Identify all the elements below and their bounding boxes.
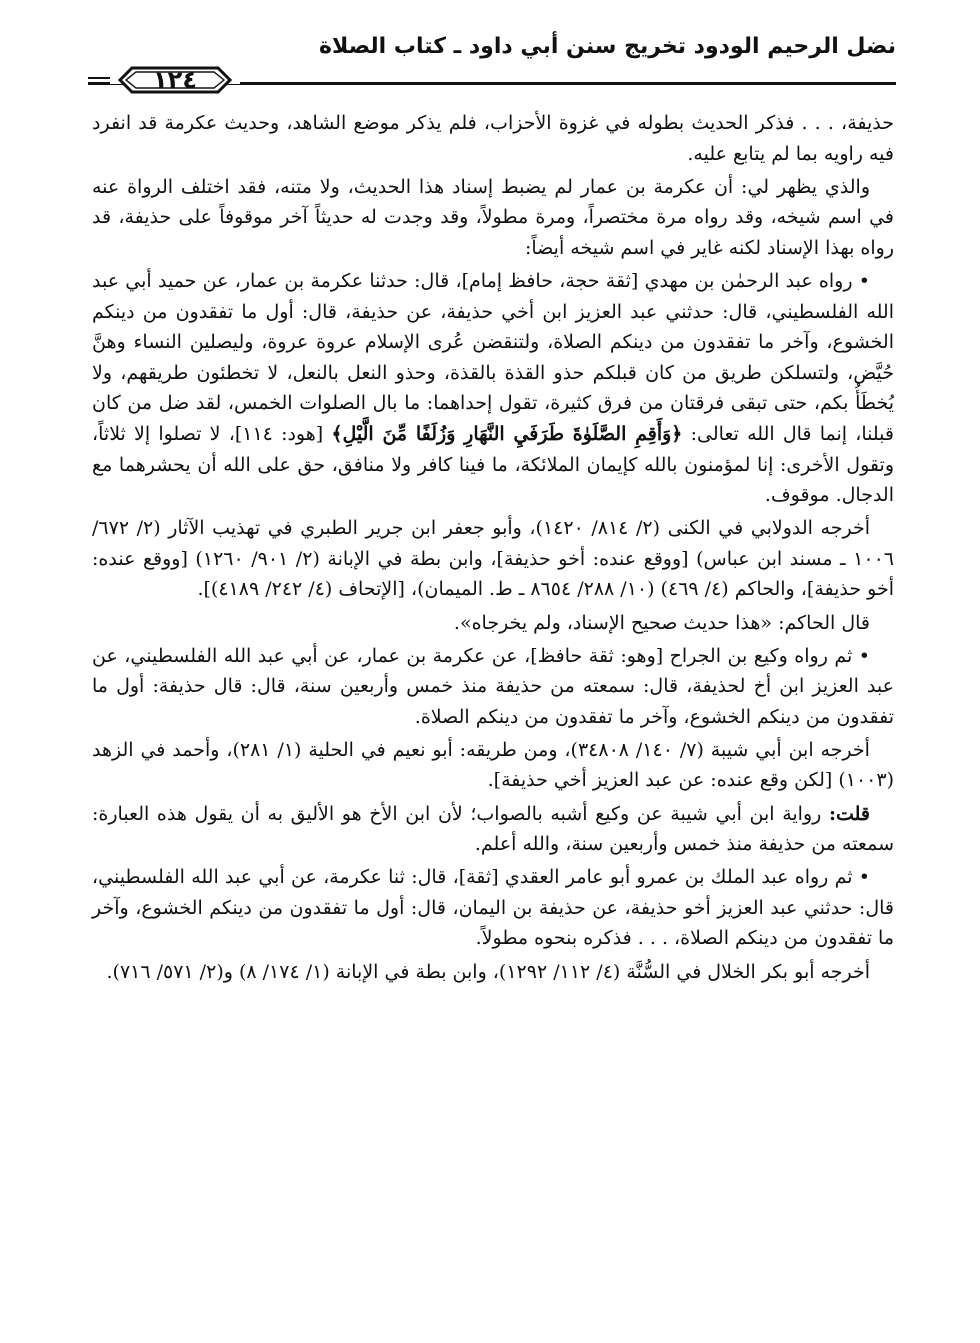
page-header <box>88 30 896 94</box>
paragraph: • رواه عبد الرحمٰن بن مهدي [ثقة حجة، حافظ إمام]، قال: حدثنا عكرمة بن عمار، عن حميد أبي عبد الله الفلسطيني، قال: حدثني عبد العزيز ابن أخي حذيفة، عن حذيفة، قال: أول ما تفقدون من دينكم الخشوع، وآخر ما تفقدون من دينكم الصلاة، ولتنقضن عُرى الإسلام عروة عروة، وليصلين النساء وهنَّ حُيَّض، ولتسلكن طريق من كان قبلكم حذو القذة بالقذة، وحذو النعل بالنعل، لا تخطئون طريقهم، ولا يُخطَأُ بكم، حتى تبقى فرقتان من فرق كثيرة، تقول إحداهما: ما بال الصلوات الخمس، لقد ضل من كان قبلنا، إنما قال الله تعالى: ﴿وَأَقِمِ الصَّلَوٰةَ طَرَفَيِ النَّهَارِ وَزُلَفًا مِّنَ الَّيْلِ﴾ [هود: ١١٤]، لا تصلوا إلا ثلاثاً، وتقول الأخرى: إنا لمؤمنون بالله كإيمان الملائكة، ما فينا كافر ولا منافق، حق على الله أن يحشرهما مع الدجال. موقوف. <box>92 269 894 507</box>
body-text <box>92 108 894 990</box>
running-title: نضل الرحيم الودود تخريج سنن أبي داود ـ كتاب الصلاة <box>319 34 896 59</box>
paragraph: حذيفة، . . . فذكر الحديث بطوله في غزوة الأحزاب، فلم يذكر موضع الشاهد، وحديث عكرمة قد انفرد فيه راويه بما لم يتابع عليه. <box>92 112 894 165</box>
paragraph: أخرجه أبو بكر الخلال في السُّنَّة (٤/ ١١٢/ ١٢٩٢)، وابن بطة في الإبانة (١/ ١٧٤/ ٨) و(٢/ ٥٧١/ ٧١٦). <box>106 960 870 983</box>
paragraph-lead: قلت: <box>828 802 870 825</box>
paragraph: أخرجه ابن أبي شيبة (٧/ ١٤٠/ ٣٤٨٠٨)، ومن طريقه: أبو نعيم في الحلية (١/ ٢٨١)، وأحمد في الزهد (١٠٠٣) [لكن وقع عنده: عن عبد العزيز أخي حذيفة]. <box>92 738 894 792</box>
paragraph: والذي يظهر لي: أن عكرمة بن عمار لم يضبط إسناد هذا الحديث، ولا متنه، فقد اختلف الرواة عنه في اسم شيخه، وقد رواه مرة مختصراً، ومرة مطولاً، وقد وجدت له حديثاً آخر موقوفاً على حذيفة، قد رواه بهذا الإسناد لكنه غاير في اسم شيخه أيضاً: <box>92 175 894 259</box>
page-number: ١٢٤ <box>153 66 197 94</box>
page-number-frame <box>110 60 240 100</box>
paragraph: • ثم رواه عبد الملك بن عمرو أبو عامر العقدي [ثقة]، قال: ثنا عكرمة، عن أبي عبد الله الفلسطيني، قال: حدثني عبد العزيز أخو حذيفة، عن حذيفة بن اليمان، قال: أول ما تفقدون من دينكم الخشوع، وآخر ما تفقدون من دينكم الصلاة، . . . فذكره بنحوه مطولاً. <box>92 866 894 950</box>
quran-verse: ﴿وَأَقِمِ الصَّلَوٰةَ طَرَفَيِ النَّهَارِ وَزُلَفًا مِّنَ الَّيْلِ﴾ <box>331 422 683 445</box>
paragraph: قلت: رواية ابن أبي شيبة عن وكيع أشبه بالصواب؛ لأن ابن الأخ هو الأليق به أن يقول هذه العبارة: سمعته من حذيفة منذ خمس وأربعين سنة، والله أعلم. <box>92 802 894 856</box>
paragraph: قال الحاكم: «هذا حديث صحيح الإسناد، ولم يخرجاه». <box>453 611 870 634</box>
paragraph: أخرجه الدولابي في الكنى (٢/ ٨١٤/ ١٤٢٠)، وأبو جعفر ابن جرير الطبري في تهذيب الآثار (٢/ ٦٧٢/ ١٠٠٦ ـ مسند ابن عباس) [ووقع عنده: أخو حذيفة]، وابن بطة في الإبانة (٢/ ٩٠١/ ١٢٦٠) [ووقع عنده: أخو حذيفة]، والحاكم (٤/ ٤٦٩) (١٠/ ٢٨٨/ ٨٦٥٤ ـ ط. الميمان)، [الإتحاف (٤/ ٢٤٢/ ٤١٨٩)]. <box>92 517 894 601</box>
paragraph: • ثم رواه وكيع بن الجراح [وهو: ثقة حافظ]، عن عكرمة بن عمار، عن أبي عبد الله الفلسطيني، عن عبد العزيز ابن أخ لحذيفة، قال: سمعته من حذيفة منذ خمس وأربعين سنة، قال: قال حذيفة: أول ما تفقدون من دينكم الخشوع، وآخر ما تفقدون من دينكم الصلاة. <box>92 644 894 728</box>
